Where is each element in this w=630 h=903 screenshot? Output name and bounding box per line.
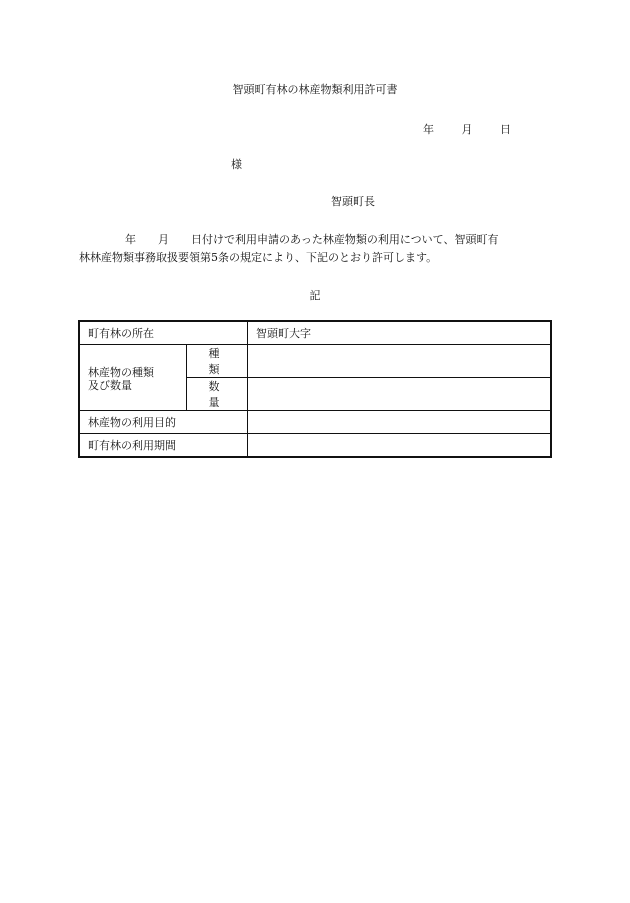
body-line-1	[79, 231, 498, 247]
date-month: 月	[461, 123, 473, 136]
purpose-label: 林産物の利用目的	[79, 411, 248, 434]
date-year: 年	[423, 123, 434, 136]
period-value	[248, 434, 552, 458]
location-value: 智頭町大字	[248, 321, 552, 345]
qty-label: 数量	[187, 378, 248, 411]
kind-value	[248, 345, 552, 378]
table-row	[79, 345, 551, 378]
body-text-1: 年 月 日付けで利用申請のあった林産物類の利用について、智頭町有	[125, 233, 499, 246]
table-row	[79, 411, 551, 434]
purpose-value	[248, 411, 552, 434]
table-row	[79, 321, 551, 345]
body-line-2: 林林産物類事務取扱要領第5条の規定により、下記のとおり許可します。	[79, 251, 438, 264]
kind-label: 種類	[187, 345, 248, 378]
date-line	[423, 121, 511, 137]
kind-qty-label	[79, 345, 187, 411]
qty-value	[248, 378, 552, 411]
table-row	[79, 434, 551, 458]
ki-heading: 記	[309, 289, 321, 302]
kind-qty-label-line2: 及び数量	[88, 378, 132, 392]
kind-qty-label-line1: 林産物の種類	[88, 365, 154, 379]
date-day: 日	[500, 123, 511, 136]
permit-table	[78, 320, 552, 458]
issuer-name: 智頭町長	[331, 195, 375, 208]
location-label: 町有林の所在	[79, 321, 248, 345]
period-label: 町有林の利用期間	[79, 434, 248, 458]
addressee-suffix: 様	[231, 158, 242, 171]
document-title: 智頭町有林の林産物類利用許可書	[232, 83, 398, 96]
